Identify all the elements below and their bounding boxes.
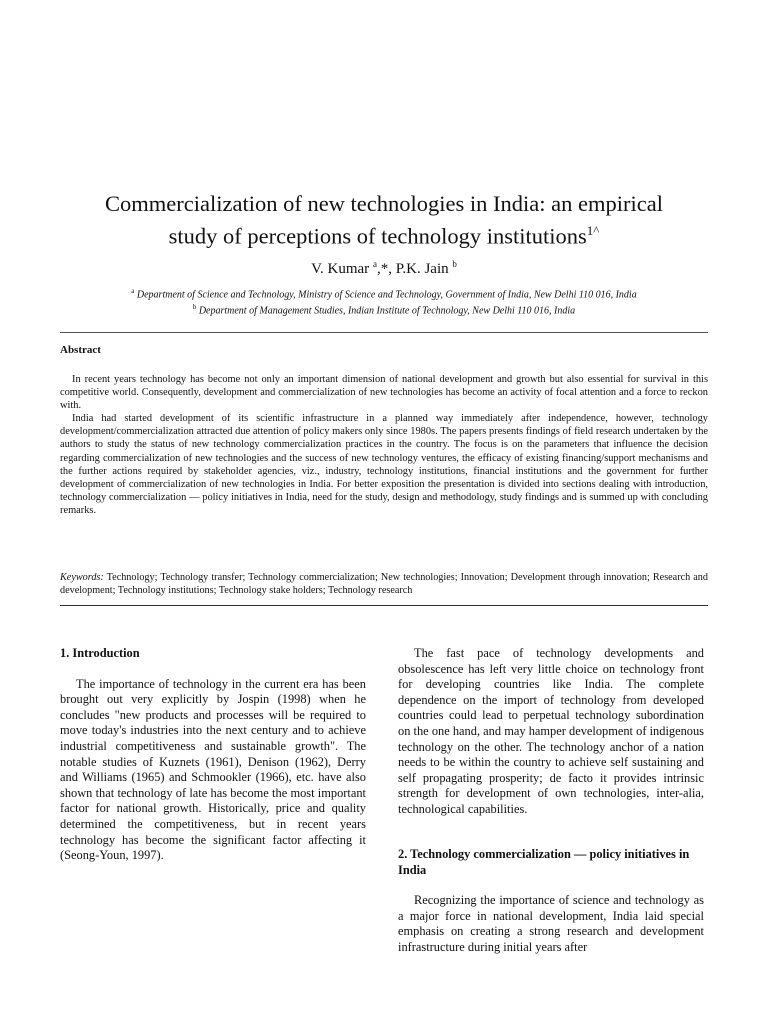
author-2-affil-mark: b <box>452 259 457 269</box>
section-2-paragraph-1: Recognizing the importance of science and technology as a major force in national development, India laid special emphasis on creating a strong research and development infrastructure during initial years after <box>398 893 704 954</box>
divider-bottom <box>60 605 708 606</box>
abstract-heading: Abstract <box>60 344 101 356</box>
section-2-heading: 2. Technology commercialization — policy initiatives in India <box>398 847 690 877</box>
affiliations <box>60 285 708 318</box>
affiliation-a-text: Department of Science and Technology, Ministry of Science and Technology, Government of India, New Delhi 110 016, India <box>134 289 637 301</box>
affiliation-a-mark: a <box>131 287 135 295</box>
abstract-body <box>60 373 708 517</box>
title-line-2-text: study of perceptions of technology institutions <box>168 223 587 249</box>
right-column <box>398 646 704 818</box>
keywords-text: Technology; Technology transfer; Technology commercialization; New technologies; Innovation; Development through innovation; Research and development; Technology institutions; Technology stake holders; Technology research <box>60 572 708 596</box>
author-2-name: P.K. Jain <box>391 261 453 277</box>
title-footnote-mark: 1^ <box>586 223 600 238</box>
keywords-label: Keywords: <box>60 572 104 583</box>
left-column <box>60 646 366 864</box>
author-list <box>60 255 708 278</box>
section-2 <box>398 847 704 956</box>
affiliation-b <box>60 301 708 317</box>
affiliation-b-mark: b <box>192 303 197 312</box>
affiliation-b-text: Department of Management Studies, Indian Institute of Technology, New Delhi 110 016, India <box>196 305 576 317</box>
author-1-affil-mark: a <box>372 259 377 269</box>
abstract-paragraph-2: India had started development of its scientific infrastructure in a planned way immediately after independence, however, technology development/commercialization attracted due attention of policy makers only since 1980s. The papers presents findings of field research undertaken by the authors to study the status of new technology commercialization practices in the country. The focus is on the parameters that influence the decision regarding commercialization of new technologies and the success of new technology ventures, the efficacy of existing financing/support mechanisms and the further actions required by stakeholder agencies, viz., industry, technology institutions, financial institutions and the government for further development of commercialization of new technologies in India. For better exposition the presentation is divided into sections dealing with introduction, technology commercialization — policy initiatives in India, need for the study, design and methodology, study findings and is summed up with concluding remarks. <box>60 413 708 516</box>
paper-title <box>60 190 708 250</box>
section-1-heading: 1. Introduction <box>60 646 140 660</box>
affiliation-a <box>60 285 708 301</box>
title-line-2 <box>60 217 708 250</box>
abstract-paragraph-1: In recent years technology has become not only an important dimension of national development and growth but also essential for survival in this competitive world. Consequently, development and commercialization of new technologies has become an activity of focal attention and a force to reckon with. <box>60 374 708 412</box>
divider-top <box>60 332 708 333</box>
section-1-paragraph-2: The fast pace of technology developments and obsolescence has left very little choice on technology front for developing countries like India. The complete dependence on the import of technology from developed countries could lead to perpetual technology subordination on the one hand, and may hamper development of indigenous technology on the other. The technology anchor of a nation needs to be within the country to achieve self sustaining and self propagating prosperity; de facto it provides intrinsic strength for development of own technologies, inter-alia, technological capabilities. <box>398 646 704 816</box>
author-1-name: V. Kumar <box>311 261 373 277</box>
author-1-mark: ,*, <box>376 261 392 277</box>
title-line-1: Commercialization of new technologies in India: an empirical <box>105 191 663 216</box>
keywords <box>60 571 708 597</box>
section-1-paragraph-1: The importance of technology in the current era has been brought out very explicitly by Jospin (1998) when he concludes "new products and processes will be required to move today's industries into the next century and to achieve industrial competitiveness and sustainable growth". The notable studies of Kuznets (1961), Denison (1962), Derry and Williams (1965) and Schmookler (1966), etc. have also shown that technology of late has become the most important factor for national growth. Historically, price and quality determined the competitiveness, but in recent years technology has become the significant factor affecting it (Seong-Youn, 1997). <box>60 676 366 863</box>
